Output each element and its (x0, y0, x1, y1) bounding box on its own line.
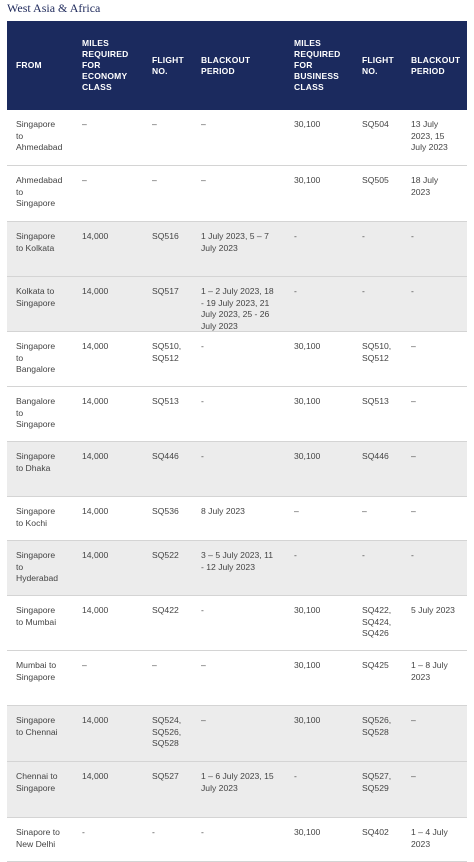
cell-business-blackout: – (411, 451, 416, 461)
cell-economy-flight: SQ536 (152, 506, 179, 516)
cell-economy-blackout: - (201, 396, 204, 406)
cell-business-flight: - (362, 231, 365, 241)
cell-economy-flight: SQ510, SQ512 (152, 341, 182, 363)
cell-economy-blackout: 3 – 5 July 2023, 11 - 12 July 2023 (201, 550, 273, 572)
cell-business-miles: – (294, 506, 299, 516)
header-economy-miles: MILES REQUIRED FOR ECONOMY CLASS (82, 38, 129, 92)
table-row (7, 166, 467, 222)
cell-route: Sinapore to New Delhi (16, 827, 60, 849)
cell-economy-blackout: - (201, 451, 204, 461)
cell-route: Singapore to Kochi (16, 506, 56, 528)
table-row (7, 818, 467, 862)
cell-business-miles: 30,100 (294, 396, 321, 406)
cell-economy-flight: SQ517 (152, 286, 179, 296)
cell-business-miles: 30,100 (294, 451, 321, 461)
cell-business-blackout: 5 July 2023 (411, 605, 455, 615)
cell-business-miles: - (294, 231, 297, 241)
cell-business-flight: – (362, 506, 367, 516)
table-row (7, 651, 467, 706)
cell-business-miles: 30,100 (294, 341, 321, 351)
table-row (7, 596, 467, 651)
cell-business-flight: SQ513 (362, 396, 389, 406)
cell-economy-blackout: 1 – 6 July 2023, 15 July 2023 (201, 771, 274, 793)
cell-business-miles: 30,100 (294, 605, 321, 615)
cell-route: Bangalore to Singapore (16, 396, 56, 429)
cell-economy-flight: – (152, 660, 157, 670)
cell-economy-miles: 14,000 (82, 286, 109, 296)
cell-economy-miles: 14,000 (82, 341, 109, 351)
cell-route: Singapore to Hyderabad (16, 550, 59, 583)
cell-business-blackout: – (411, 396, 416, 406)
cell-economy-miles: 14,000 (82, 231, 109, 241)
cell-business-blackout: – (411, 506, 416, 516)
cell-business-flight: SQ402 (362, 827, 389, 837)
table-body (7, 110, 467, 862)
cell-business-blackout: - (411, 286, 414, 296)
table-row (7, 442, 467, 497)
cell-economy-flight: – (152, 119, 157, 129)
cell-economy-miles: 14,000 (82, 715, 109, 725)
cell-route: Singapore to Mumbai (16, 605, 57, 627)
cell-economy-miles: 14,000 (82, 396, 109, 406)
table-row (7, 222, 467, 277)
cell-economy-blackout: – (201, 715, 206, 725)
cell-economy-blackout: - (201, 341, 204, 351)
cell-business-flight: SQ446 (362, 451, 389, 461)
cell-economy-miles: – (82, 175, 87, 185)
cell-business-flight: SQ505 (362, 175, 389, 185)
table-row (7, 762, 467, 818)
page-title: West Asia & Africa (7, 1, 101, 15)
cell-route: Kolkata to Singapore (16, 286, 56, 308)
cell-business-flight: SQ527, SQ529 (362, 771, 392, 793)
table-row (7, 497, 467, 541)
table-row (7, 277, 467, 332)
cell-business-miles: 30,100 (294, 715, 321, 725)
cell-economy-flight: SQ516 (152, 231, 179, 241)
cell-business-flight: - (362, 550, 365, 560)
header-economy-blackout: BLACKOUT PERIOD (201, 54, 251, 76)
cell-economy-miles: 14,000 (82, 771, 109, 781)
cell-business-blackout: - (411, 550, 414, 560)
cell-economy-miles: – (82, 119, 87, 129)
cell-route: Singapore to Kolkata (16, 231, 56, 253)
cell-business-blackout: – (411, 771, 416, 781)
cell-economy-flight: – (152, 175, 157, 185)
cell-business-miles: - (294, 286, 297, 296)
cell-economy-flight: SQ522 (152, 550, 179, 560)
cell-business-blackout: – (411, 715, 416, 725)
cell-route: Singapore to Dhaka (16, 451, 56, 473)
cell-economy-blackout: – (201, 175, 206, 185)
table-row (7, 706, 467, 762)
cell-economy-flight: SQ513 (152, 396, 179, 406)
cell-business-flight: SQ526, SQ528 (362, 715, 392, 737)
cell-route: Chennai to Singapore (16, 771, 58, 793)
cell-business-miles: - (294, 771, 297, 781)
cell-route: Singapore to Chennai (16, 715, 58, 737)
table-header (7, 21, 467, 110)
cell-route: Singapore to Ahmedabad (16, 119, 63, 152)
cell-business-flight: - (362, 286, 365, 296)
cell-economy-blackout: - (201, 827, 204, 837)
cell-business-miles: 30,100 (294, 119, 321, 129)
cell-economy-miles: 14,000 (82, 451, 109, 461)
cell-economy-blackout: – (201, 660, 206, 670)
cell-economy-flight: - (152, 827, 155, 837)
cell-business-blackout: 13 July 2023, 15 July 2023 (411, 119, 448, 152)
header-business-flight: FLIGHT NO. (362, 54, 394, 76)
cell-economy-flight: SQ524, SQ526, SQ528 (152, 715, 182, 748)
cell-route: Ahmedabad to Singapore (16, 175, 63, 208)
table-row (7, 541, 467, 596)
cell-economy-blackout: 1 July 2023, 5 – 7 July 2023 (201, 231, 269, 253)
cell-economy-miles: 14,000 (82, 605, 109, 615)
cell-economy-flight: SQ446 (152, 451, 179, 461)
cell-economy-blackout: – (201, 119, 206, 129)
header-business-miles: MILES REQUIRED FOR BUSINESS CLASS (294, 38, 341, 92)
table-row (7, 110, 467, 166)
cell-economy-miles: 14,000 (82, 550, 109, 560)
cell-business-miles: 30,100 (294, 660, 321, 670)
cell-economy-flight: SQ527 (152, 771, 179, 781)
cell-business-flight: SQ510, SQ512 (362, 341, 392, 363)
cell-business-miles: 30,100 (294, 827, 321, 837)
award-miles-table (7, 21, 467, 862)
header-economy-flight: FLIGHT NO. (152, 54, 184, 76)
cell-business-flight: SQ504 (362, 119, 389, 129)
cell-economy-miles: 14,000 (82, 506, 109, 516)
table-row (7, 387, 467, 442)
cell-business-blackout: 18 July 2023 (411, 175, 439, 197)
cell-business-blackout: 1 – 8 July 2023 (411, 660, 448, 682)
cell-business-miles: 30,100 (294, 175, 321, 185)
header-business-blackout: BLACKOUT PERIOD (411, 54, 461, 76)
cell-economy-blackout: 1 – 2 July 2023, 18 - 19 July 2023, 21 July 2023, 25 - 26 July 2023 (201, 286, 274, 331)
cell-economy-blackout: 8 July 2023 (201, 506, 245, 516)
cell-economy-miles: – (82, 660, 87, 670)
cell-business-flight: SQ422, SQ424, SQ426 (362, 605, 392, 638)
cell-route: Mumbai to Singapore (16, 660, 57, 682)
table-row (7, 332, 467, 387)
cell-business-blackout: - (411, 231, 414, 241)
cell-economy-blackout: - (201, 605, 204, 615)
cell-route: Singapore to Bangalore (16, 341, 56, 374)
header-from: FROM (16, 60, 42, 70)
cell-business-blackout: 1 – 4 July 2023 (411, 827, 448, 849)
cell-business-miles: - (294, 550, 297, 560)
cell-economy-miles: - (82, 827, 85, 837)
cell-business-flight: SQ425 (362, 660, 389, 670)
cell-economy-flight: SQ422 (152, 605, 179, 615)
cell-business-blackout: – (411, 341, 416, 351)
